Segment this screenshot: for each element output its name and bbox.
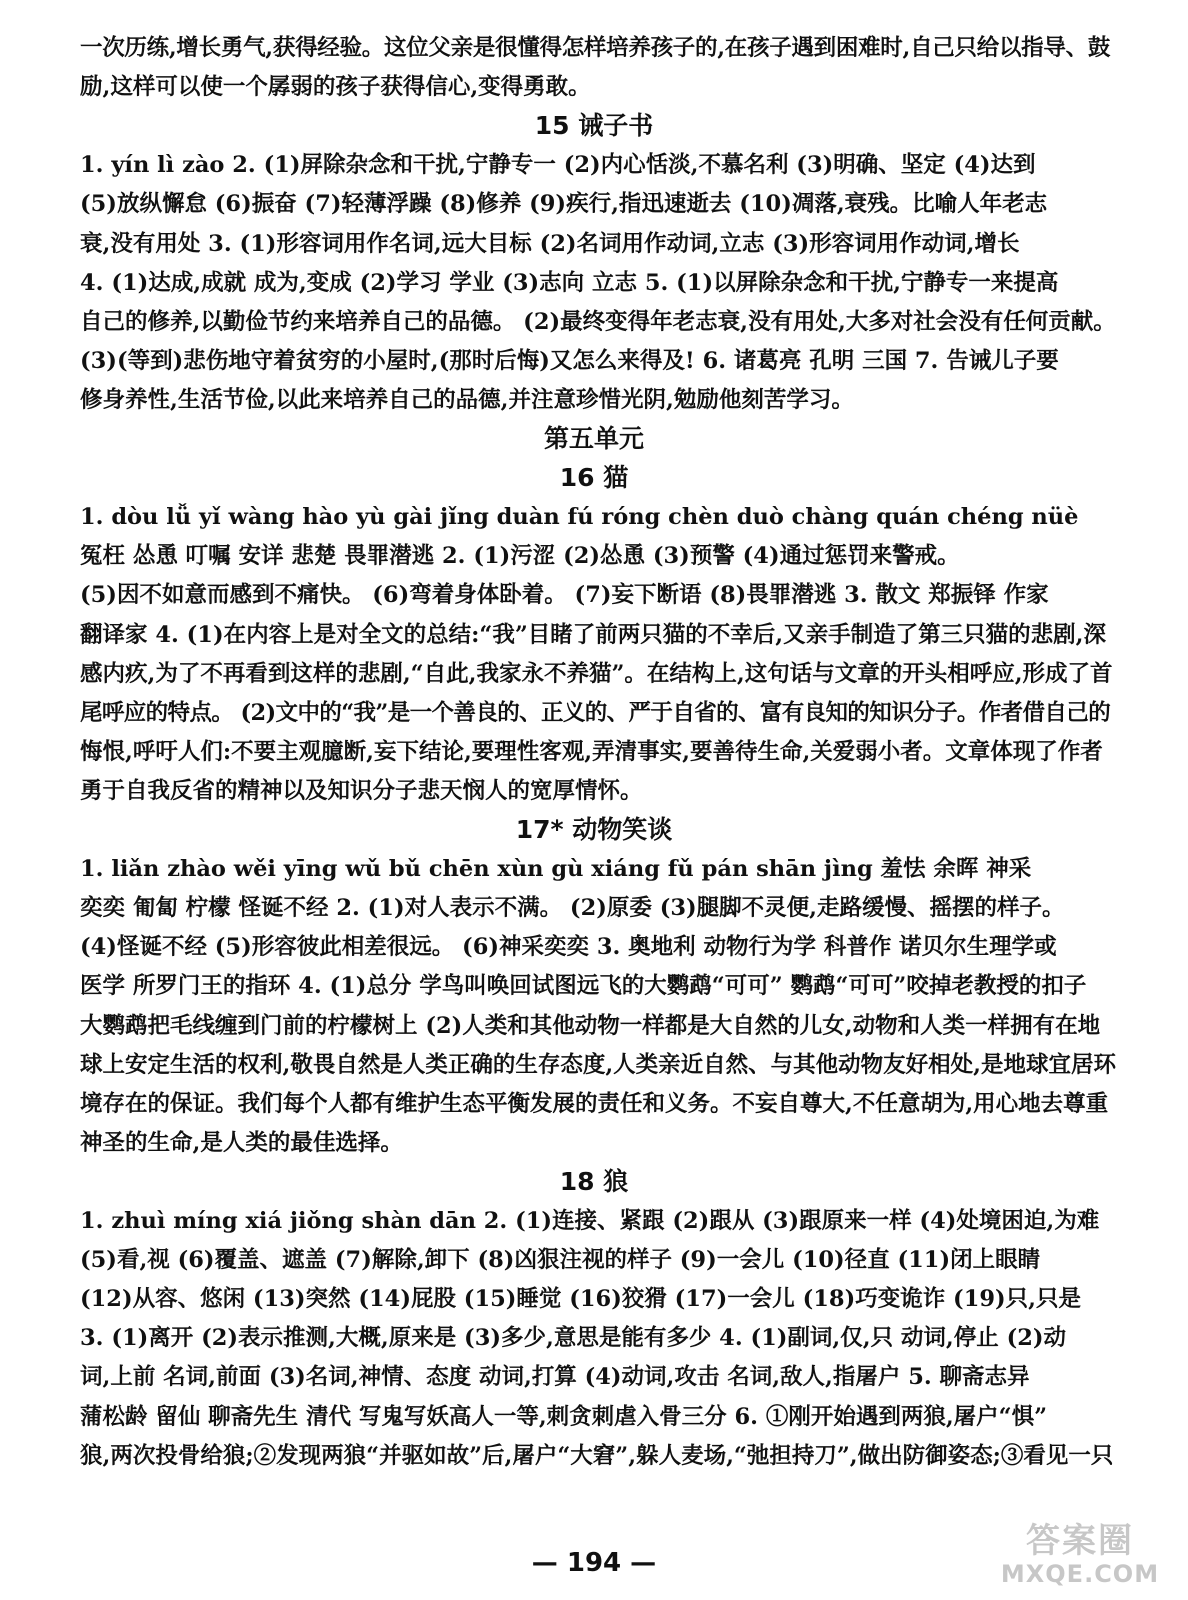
text-line: 奕奕 匍匐 柠檬 怪诞不经 2. (1)对人表示不满。 (2)原委 (3)腿脚不灵便,走路缓慢、摇摆的样子。: [80, 895, 1065, 922]
text-line: (3)(等到)悲伤地守着贫穷的小屋时,(那时后悔)又怎么来得及! 6. 诸葛亮 孔明 三国 7. 告诫儿子要: [80, 347, 1059, 374]
watermark-url: MXQE.COM: [1000, 1560, 1160, 1588]
text-line: 悔恨,呼吁人们:不要主观臆断,妄下结论,要理性客观,弄清事实,要善待生命,关爱弱小者。文章体现了作者: [80, 738, 1103, 765]
text-line: 修身养性,生活节俭,以此来培养自己的品德,并注意珍惜光阴,勉励他刻苦学习。: [80, 386, 854, 413]
text-line: 冤枉 怂恿 叮嘱 安详 悲楚 畏罪潜逃 2. (1)污涩 (2)怂恿 (3)预警 (4)通过惩罚来警戒。: [80, 543, 960, 570]
text-line: 1. liǎn zhào wěi yīng wǔ bǔ chēn xùn gù xiáng fǔ pán shān jìng 羞怯 余晖 神采: [80, 856, 1032, 883]
text-line: (5)看,视 (6)覆盖、遮盖 (7)解除,卸下 (8)凶狠注视的样子 (9)一会儿 (10)径直 (11)闭上眼睛: [80, 1247, 1041, 1274]
text-line: 4. (1)达成,成就 成为,变成 (2)学习 学业 (3)志向 立志 5. (1)以屏除杂念和干扰,宁静专一来提高: [80, 269, 1059, 296]
text-line: 衰,没有用处 3. (1)形容词用作名词,远大目标 (2)名词用作动词,立志 (3)形容词用作动词,增长: [80, 230, 1020, 257]
watermark-title: 答案圈: [1026, 1521, 1134, 1561]
section-heading: 18 狼: [559, 1166, 629, 1196]
text-line: 大鹦鹉把毛线缠到门前的柠檬树上 (2)人类和其他动物一样都是大自然的儿女,动物和人类一样拥有在地: [80, 1012, 1101, 1039]
text-line: (5)因不如意而感到不痛快。 (6)弯着身体卧着。 (7)妄下断语 (8)畏罪潜逃 3. 散文 郑振铎 作家: [80, 582, 1049, 609]
section-heading: 16 猫: [559, 463, 629, 493]
text-line: 球上安定生活的权利,敬畏自然是人类正确的生存态度,人类亲近自然、与其他动物友好相处,是地球宜居环: [80, 1051, 1117, 1078]
page-number: — 194 —: [531, 1548, 657, 1578]
section-heading: 15 诫子书: [534, 111, 654, 141]
text-line: 蒲松龄 留仙 聊斋先生 清代 写鬼写妖高人一等,刺贪刺虐入骨三分 6. ①刚开始遇到两狼,屠户“惧”: [80, 1403, 1048, 1430]
text-line: 词,上前 名词,前面 (3)名词,神情、态度 动词,打算 (4)动词,攻击 名词,敌人,指屠户 5. 聊斋志异: [80, 1364, 1030, 1391]
text-line: 1. zhuì míng xiá jiǒng shàn dān 2. (1)连接、紧跟 (2)跟从 (3)跟原来一样 (4)处境困迫,为难: [80, 1208, 1100, 1234]
text-line: 自己的修养,以勤俭节约来培养自己的品德。 (2)最终变得年老志衰,没有用处,大多对社会没有任何贡献。: [80, 308, 1116, 335]
text-line: 1. yín lì zào 2. (1)屏除杂念和干扰,宁静专一 (2)内心恬淡,不慕名利 (3)明确、坚定 (4)达到: [80, 152, 1036, 179]
text-line: 一次历练,增长勇气,获得经验。这位父亲是很懂得怎样培养孩子的,在孩子遇到困难时,自己只给以指导、鼓: [80, 35, 1111, 61]
text-line: 3. (1)离开 (2)表示推测,大概,原来是 (3)多少,意思是能有多少 4. (1)副词,仅,只 动词,停止 (2)动: [80, 1325, 1067, 1352]
text-line: 感内疚,为了不再看到这样的悲剧,“自此,我家永不养猫”。在结构上,这句话与文章的开头相呼应,形成了首: [80, 660, 1113, 687]
text-line: 1. dòu lǚ yǐ wàng hào yù gài jǐng duàn fú róng chèn duò chàng quán chéng nüè: [80, 504, 1079, 531]
text-line: (5)放纵懈怠 (6)振奋 (7)轻薄浮躁 (8)修养 (9)疾行,指迅速逝去 (10)凋落,衰残。比喻人年老志: [80, 191, 1048, 218]
section-heading: 第五单元: [543, 424, 644, 453]
text-line: 励,这样可以使一个孱弱的孩子获得信心,变得勇敢。: [80, 74, 591, 101]
text-line: 尾呼应的特点。 (2)文中的“我”是一个善良的、正义的、严于自省的、富有良知的知识分子。作者借自己的: [80, 699, 1111, 726]
text-line: 翻译家 4. (1)在内容上是对全文的总结:“我”目睹了前两只猫的不幸后,又亲手制造了第三只猫的悲剧,深: [80, 621, 1106, 648]
text-line: 神圣的生命,是人类的最佳选择。: [80, 1129, 403, 1156]
section-heading: 17* 动物笑谈: [515, 815, 673, 844]
text-line: 狼,两次投骨给狼;②发现两狼“并驱如故”后,屠户“大窘”,躲人麦场,“弛担持刀”,做出防御姿态;③看见一只: [80, 1442, 1114, 1469]
text-line: 勇于自我反省的精神以及知识分子悲天悯人的宽厚情怀。: [80, 777, 643, 804]
watermark-logo: [990, 1522, 1170, 1592]
text-line: (12)从容、悠闲 (13)突然 (14)屁股 (15)睡觉 (16)狡猾 (17)一会儿 (18)巧变诡诈 (19)只,只是: [80, 1286, 1081, 1313]
text-line: 境存在的保证。我们每个人都有维护生态平衡发展的责任和义务。不妄自尊大,不任意胡为,用心地去尊重: [80, 1090, 1109, 1117]
text-line: 医学 所罗门王的指环 4. (1)总分 学鸟叫唤回试图远飞的大鹦鹉“可可” 鹦鹉“可可”咬掉老教授的扣子: [80, 973, 1087, 1000]
text-line: (4)怪诞不经 (5)形容彼此相差很远。 (6)神采奕奕 3. 奥地利 动物行为学 科普作 诺贝尔生理学或: [80, 934, 1057, 961]
